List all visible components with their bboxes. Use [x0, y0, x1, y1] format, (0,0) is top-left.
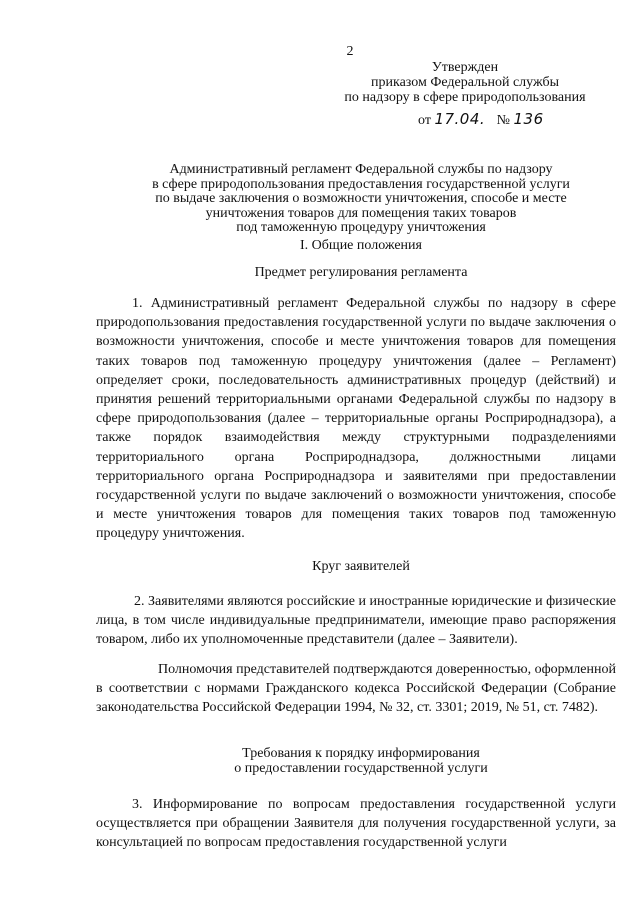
subsection-heading	[95, 746, 627, 776]
paragraph-2-continuation: Полномочия представителей подтверждаются доверенностью, оформленной в соответствии с нормами Гражданского кодекса Российской Федерации (Собрание законодательства Российской Федерации 1994, № 32, ст. 3301; 2019, № 51, ст. 7482).	[96, 662, 616, 716]
page-number: 2	[346, 44, 354, 59]
approval-block	[300, 60, 630, 105]
title-line: под таможенную процедуру уничтожения	[236, 220, 486, 235]
paragraph-1: 1. Административный регламент Федеральной службы по надзору в сфере природопользования предоставления государственной услуги по выдаче заключения о возможности уничтожения, способе и месте уничтожения товаров для помещения таких товаров под таможенную процедуру уничтожения (далее – Регламент) определяет сроки, последовательность административных процедур (действий) и принятия решений территориальными органами Федеральной службы по надзору в сфере природопользования (далее – территориальные органы Росприроднадзора), а также порядок взаимодействия между структурными подразделениями территориального органа Росприроднадзора, должностными лицами территориального органа Росприроднадзора и заявителями при предоставлении государственной услуги по выдаче заключений о возможности уничтожения, способе и месте уничтожения товаров для помещения таких товаров под таможенную процедуру уничтожения.	[96, 296, 616, 542]
title-line: в сфере природопользования предоставления государственной услуги	[152, 176, 570, 192]
subsection-heading: Круг заявителей	[312, 559, 410, 574]
section-heading: I. Общие положения	[300, 238, 422, 253]
document-title	[95, 163, 627, 236]
title-line: по выдаче заключения о возможности уничтожения, способе и месте	[155, 191, 567, 206]
title-line: Административный регламент Федеральной службы по надзору	[169, 162, 553, 177]
order-number-label: №	[496, 113, 511, 128]
title-line: уничтожения товаров для помещения таких товаров	[205, 205, 517, 221]
subsection-heading: Предмет регулирования регламента	[254, 265, 468, 280]
order-from-label: от	[418, 113, 431, 128]
paragraph-3: 3. Информирование по вопросам предоставления государственной услуги осуществляется при обращении Заявителя для получения государственной услуги, за консультацией по вопросам предоставления государственной услуги	[96, 797, 616, 851]
paragraph-2: 2. Заявителями являются российские и иностранные юридические и физические лица, в том числе индивидуальные предприниматели, имеющие право распоряжения товаром, либо их уполномоченные представители (далее – Заявители).	[96, 594, 616, 648]
order-date: 17.04.	[434, 110, 486, 128]
approval-line: Утвержден	[431, 60, 499, 75]
approval-line: по надзору в сфере природопользования	[344, 90, 586, 105]
order-number: 136	[513, 110, 544, 128]
approval-line: приказом Федеральной службы	[371, 75, 559, 90]
heading-line: Требования к порядку информирования	[242, 746, 480, 761]
order-line	[418, 110, 544, 129]
heading-line: о предоставлении государственной услуги	[234, 761, 488, 776]
